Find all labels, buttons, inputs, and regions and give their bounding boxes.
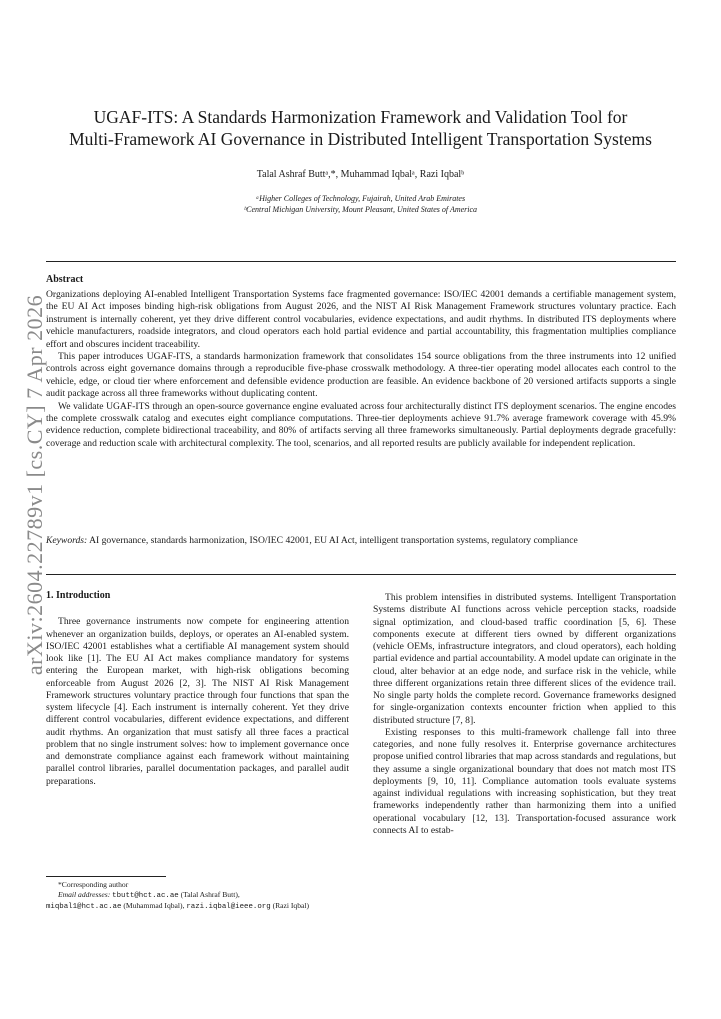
intro-paragraph-1: Three governance instruments now compete for engineering attention whenever an organization builds, deploys, or operates an AI-enabled system. ISO/IEC 42001 establishes what a certifiable AI management system should look like [1]. The EU AI Act makes compliance mandatory for systems entering the European market, with high-risk obligations becoming enforceable from August 2026 [2, 3]. The NIST AI Risk Management Framework structures voluntary practice through four functions that span the system lifecycle [4]. Each instrument is internally coherent. Yet they drive different control vocabularies, different evidence expectations, and different audit rhythms. An organization that must satisfy all three faces a practical problem that no single instrument solves: how to implement governance once and demonstrate compliance against each framework without maintaining parallel control libraries, parallel documentation packages, and parallel audit preparations. — [46, 616, 349, 787]
email-link-2[interactable]: miqbal1@hct.ac.ae — [46, 903, 122, 911]
intro-right-column — [373, 592, 676, 837]
abstract-body — [46, 289, 676, 450]
title-line-2: Multi-Framework AI Governance in Distributed Intelligent Transportation Systems — [69, 129, 652, 149]
email-addresses-continued — [46, 901, 349, 912]
intro-paragraph-3: Existing responses to this multi-framework challenge fall into three categories, and none fully resolves it. Enterprise governance architectures propose unified control libraries that map across standards and regulations, but they assume a single organizational boundary that does not match most ITS deployments [9, 10, 11]. Compliance automation tools evaluate systems against individual regulations with increasing sophistication, but they treat frameworks independently rather than harmonizing them into a unified operational vocabulary [12, 13]. Transportation-focused assurance work connects AI to estab- — [373, 726, 676, 836]
title-line-1: UGAF-ITS: A Standards Harmonization Framework and Validation Tool for — [93, 107, 628, 127]
arxiv-identifier-stamp — [22, 294, 48, 676]
keywords — [46, 535, 676, 547]
corresponding-author-note: *Corresponding author — [58, 880, 129, 889]
footnote-rule — [46, 876, 166, 877]
keywords-text: AI governance, standards harmonization, ISO/IEC 42001, EU AI Act, intelligent transportation systems, regulatory compliance — [89, 535, 578, 546]
affiliations — [40, 193, 681, 215]
arxiv-identifier-text: arXiv:2604.22789v1 [cs.CY] 7 Apr 2026 — [22, 294, 47, 676]
intro-left-column — [46, 590, 349, 788]
abstract-paragraph-3: We validate UGAF-ITS through an open-source governance engine evaluated across four architecturally distinct ITS deployment scenarios. The engine encodes the complete crosswalk catalog and executes eight compliance computations. Three-tier deployments achieve 91.7% average framework coverage with 45.9% evidence reduction, complete bidirectional traceability, and 80% of artifacts serving all three frameworks simultaneously. Partial deployments degrade gracefully: coverage and reduction scale with architectural complexity. The tool, scenarios, and all reported results are publicly available for independent replication. — [46, 400, 676, 449]
email-link-1[interactable]: tbutt@hct.ac.ae — [112, 892, 179, 900]
abstract-heading: Abstract — [46, 274, 84, 285]
email-owner-3: (Razi Iqbal) — [272, 901, 310, 910]
abstract-paragraph-2: This paper introduces UGAF-ITS, a standards harmonization framework that consolidates 154 source obligations from the three instruments into 12 unified controls across eight governance domains through a reproducible five-phase crosswalk methodology. A three-tier operating model allocates each control to the vehicle, edge, or cloud tier where enforcement and defensible evidence production are feasible. An evidence backbone of 20 versioned artifacts supports a single audit package across all three frameworks without duplicating content. — [46, 351, 676, 400]
email-owner-1: (Talal Ashraf Butt), — [180, 890, 240, 899]
author-list: Talal Ashraf Buttᵃ,*, Muhammad Iqbalᵃ, Razi Iqbalᵇ — [256, 169, 465, 180]
email-owner-2: (Muhammad Iqbal), — [123, 901, 185, 910]
abstract-top-rule — [46, 261, 676, 262]
affiliation-b: ᵇCentral Michigan University, Mount Pleasant, United States of America — [243, 205, 478, 214]
paper-title — [40, 106, 681, 150]
section-heading-introduction: 1. Introduction — [46, 590, 111, 601]
footnotes — [46, 880, 349, 912]
keywords-label: Keywords: — [46, 535, 88, 546]
abstract-paragraph-1: Organizations deploying AI-enabled Intelligent Transportation Systems face fragmented governance: ISO/IEC 42001 demands a certifiable management system, the EU AI Act imposes binding high-risk obligations from August 2026, and the NIST AI Risk Management Framework structures voluntary practice. Each instrument is internally coherent, yet they drive different control vocabularies, evidence expectations, and audit rhythms. In distributed ITS deployments where vehicle manufacturers, roadside integrators, and cloud operators each hold partial evidence and partial accountability, this fragmentation multiplies compliance effort and obscures incident traceability. — [46, 289, 676, 350]
email-addresses-note — [46, 890, 349, 901]
affiliation-a: ᵃHigher Colleges of Technology, Fujairah, United Arab Emirates — [255, 194, 466, 203]
email-link-3[interactable]: razi.iqbal@ieee.org — [186, 903, 271, 911]
intro-paragraph-2: This problem intensifies in distributed systems. Intelligent Transportation Systems distribute AI functions across vehicle perception stacks, roadside signal optimization, and cloud-based traffic coordination [5, 6]. These components execute at different tiers owned by different organizations (vehicle OEMs, infrastructure integrators, and cloud operators), each holding partial evidence and partial accountability. A model update can originate in the cloud, alter behavior at an edge node, and surface risk in the vehicle, while three different organizations retain three different slices of the evidence trail. No single party holds the complete record. Governance frameworks designed for single-organization contexts encounter friction when applied to this distributed structure [7, 8]. — [373, 592, 676, 726]
abstract-bottom-rule — [46, 574, 676, 575]
email-label: Email addresses: — [58, 890, 111, 899]
